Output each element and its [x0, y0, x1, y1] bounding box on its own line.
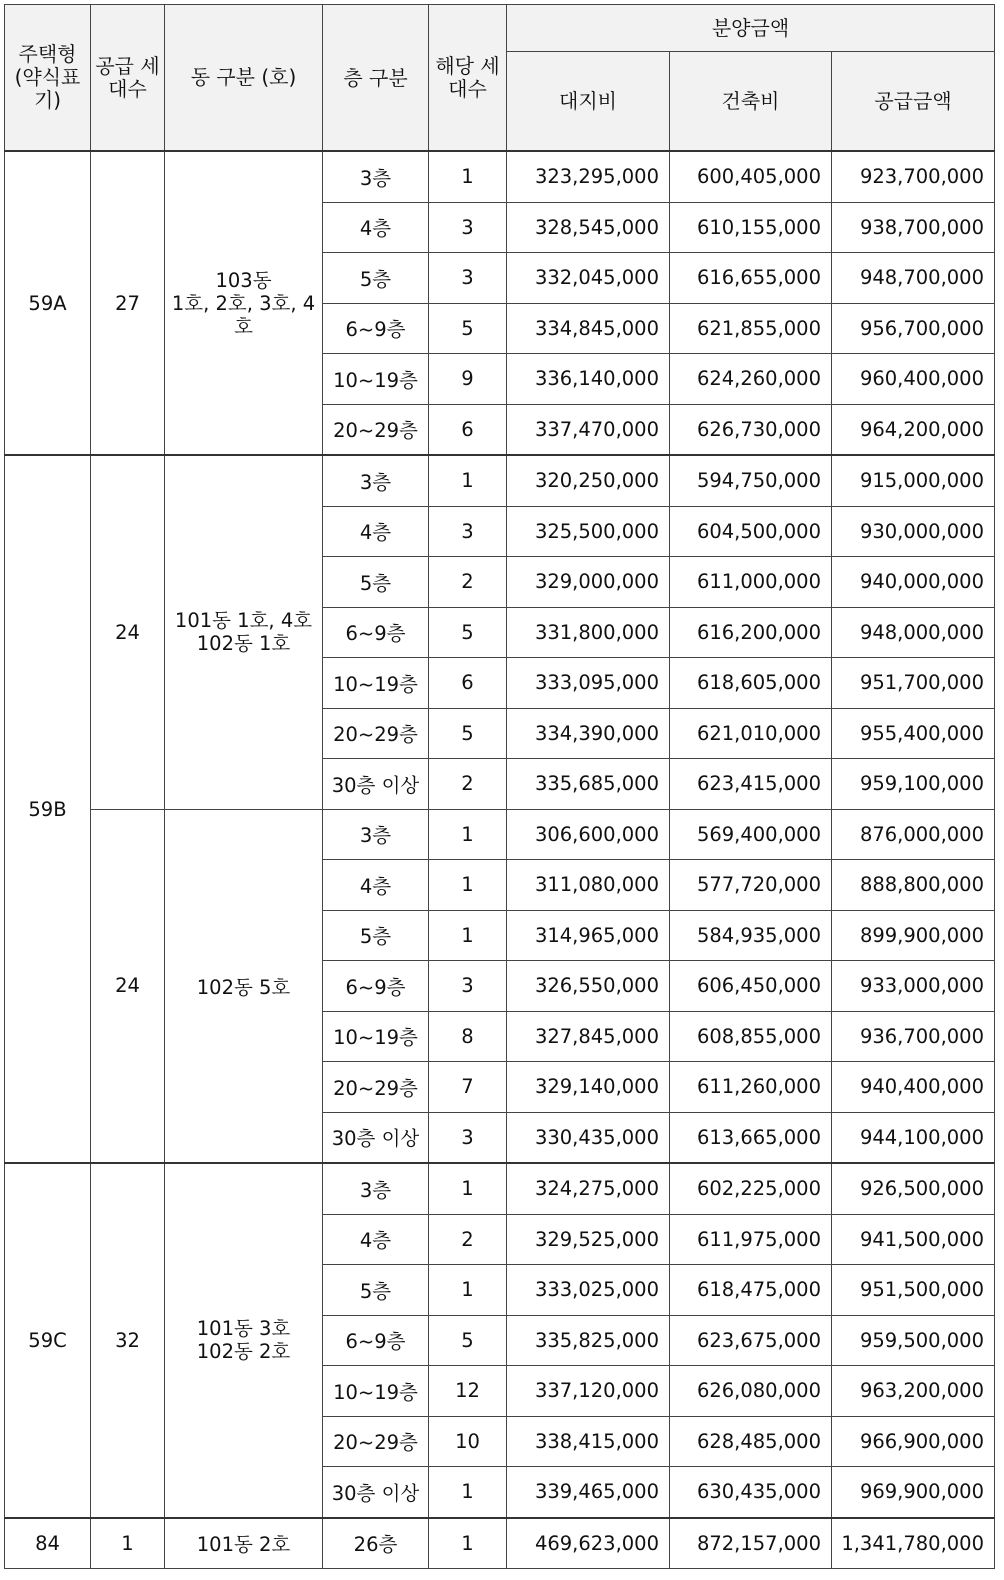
land-cost-cell: 334,390,000 [507, 708, 670, 759]
supply-cell-59b-1: 24 [91, 455, 165, 809]
building-cost-cell: 608,855,000 [670, 1011, 832, 1062]
table-row [5, 455, 995, 506]
type-cell-59c: 59C [5, 1163, 91, 1518]
header-housing-type: 주택형 (약식표기) [5, 5, 91, 152]
supply-cell-59b-2: 24 [91, 809, 165, 1163]
table-row [5, 1518, 995, 1569]
building-cost-cell: 628,485,000 [670, 1416, 832, 1467]
floor-cell: 5층 [323, 910, 429, 961]
total-price-cell: 926,500,000 [832, 1163, 995, 1214]
land-cost-cell: 336,140,000 [507, 354, 670, 405]
floor-cell: 20~29층 [323, 404, 429, 455]
units-cell: 9 [429, 354, 507, 405]
floor-cell: 5층 [323, 253, 429, 304]
building-cost-cell: 610,155,000 [670, 202, 832, 253]
floor-cell: 6~9층 [323, 303, 429, 354]
land-cost-cell: 338,415,000 [507, 1416, 670, 1467]
total-price-cell: 940,400,000 [832, 1062, 995, 1113]
total-price-cell: 964,200,000 [832, 404, 995, 455]
dong-line: 102동 1호 [196, 632, 291, 656]
land-cost-cell: 328,545,000 [507, 202, 670, 253]
land-cost-cell: 334,845,000 [507, 303, 670, 354]
total-price-cell: 959,500,000 [832, 1315, 995, 1366]
floor-cell: 3층 [323, 809, 429, 860]
building-cost-cell: 611,975,000 [670, 1214, 832, 1265]
land-cost-cell: 311,080,000 [507, 860, 670, 911]
total-price-cell: 955,400,000 [832, 708, 995, 759]
building-cost-cell: 618,475,000 [670, 1265, 832, 1316]
total-price-cell: 960,400,000 [832, 354, 995, 405]
building-cost-cell: 611,000,000 [670, 557, 832, 608]
land-cost-cell: 332,045,000 [507, 253, 670, 304]
total-price-cell: 915,000,000 [832, 455, 995, 506]
total-price-cell: 951,700,000 [832, 658, 995, 709]
dong-line: 103동 [215, 268, 272, 292]
total-price-cell: 948,700,000 [832, 253, 995, 304]
building-cost-cell: 604,500,000 [670, 506, 832, 557]
units-cell: 5 [429, 708, 507, 759]
units-cell: 8 [429, 1011, 507, 1062]
land-cost-cell: 314,965,000 [507, 910, 670, 961]
type-cell-59a: 59A [5, 151, 91, 455]
floor-cell: 20~29층 [323, 1416, 429, 1467]
table-row [5, 1163, 995, 1214]
header-units: 해당 세대수 [429, 5, 507, 152]
total-price-cell: 948,000,000 [832, 607, 995, 658]
building-cost-cell: 602,225,000 [670, 1163, 832, 1214]
units-cell: 6 [429, 404, 507, 455]
building-cost-cell: 577,720,000 [670, 860, 832, 911]
land-cost-cell: 339,465,000 [507, 1467, 670, 1518]
land-cost-cell: 324,275,000 [507, 1163, 670, 1214]
total-price-cell: 944,100,000 [832, 1112, 995, 1163]
table-row [5, 151, 995, 202]
header-dong: 동 구분 (호) [165, 5, 323, 152]
floor-cell: 6~9층 [323, 961, 429, 1012]
total-price-cell: 936,700,000 [832, 1011, 995, 1062]
total-price-cell: 959,100,000 [832, 759, 995, 810]
floor-cell: 3층 [323, 1163, 429, 1214]
supply-price-table [4, 4, 995, 1569]
dong-line: 1호, 2호, 3호, 4호 [171, 291, 316, 338]
floor-cell: 30층 이상 [323, 1112, 429, 1163]
floor-cell: 4층 [323, 860, 429, 911]
header-price-group: 분양금액 [507, 5, 995, 52]
dong-line: 101동 1호, 4호 [174, 609, 313, 633]
units-cell: 12 [429, 1366, 507, 1417]
total-price-cell: 951,500,000 [832, 1265, 995, 1316]
land-cost-cell: 323,295,000 [507, 151, 670, 202]
total-price-cell: 938,700,000 [832, 202, 995, 253]
building-cost-cell: 606,450,000 [670, 961, 832, 1012]
land-cost-cell: 330,435,000 [507, 1112, 670, 1163]
total-price-cell: 1,341,780,000 [832, 1518, 995, 1569]
units-cell: 1 [429, 1467, 507, 1518]
total-price-cell: 963,200,000 [832, 1366, 995, 1417]
floor-cell: 3층 [323, 455, 429, 506]
floor-cell: 30층 이상 [323, 759, 429, 810]
table-row [5, 809, 995, 860]
land-cost-cell: 320,250,000 [507, 455, 670, 506]
units-cell: 10 [429, 1416, 507, 1467]
units-cell: 7 [429, 1062, 507, 1113]
dong-cell-59b-2: 102동 5호 [165, 809, 323, 1163]
land-cost-cell: 329,140,000 [507, 1062, 670, 1113]
land-cost-cell: 329,525,000 [507, 1214, 670, 1265]
units-cell: 1 [429, 809, 507, 860]
floor-cell: 20~29층 [323, 1062, 429, 1113]
units-cell: 5 [429, 1315, 507, 1366]
units-cell: 5 [429, 607, 507, 658]
dong-line: 102동 2호 [196, 1340, 291, 1364]
land-cost-cell: 326,550,000 [507, 961, 670, 1012]
total-price-cell: 941,500,000 [832, 1214, 995, 1265]
building-cost-cell: 872,157,000 [670, 1518, 832, 1569]
total-price-cell: 888,800,000 [832, 860, 995, 911]
units-cell: 1 [429, 910, 507, 961]
building-cost-cell: 611,260,000 [670, 1062, 832, 1113]
supply-cell-59c: 32 [91, 1163, 165, 1518]
total-price-cell: 956,700,000 [832, 303, 995, 354]
land-cost-cell: 333,025,000 [507, 1265, 670, 1316]
floor-cell: 26층 [323, 1518, 429, 1569]
building-cost-cell: 584,935,000 [670, 910, 832, 961]
building-cost-cell: 630,435,000 [670, 1467, 832, 1518]
building-cost-cell: 621,010,000 [670, 708, 832, 759]
floor-cell: 10~19층 [323, 354, 429, 405]
floor-cell: 5층 [323, 557, 429, 608]
total-price-cell: 966,900,000 [832, 1416, 995, 1467]
floor-cell: 10~19층 [323, 1011, 429, 1062]
land-cost-cell: 306,600,000 [507, 809, 670, 860]
building-cost-cell: 600,405,000 [670, 151, 832, 202]
floor-cell: 4층 [323, 506, 429, 557]
land-cost-cell: 337,470,000 [507, 404, 670, 455]
land-cost-cell: 325,500,000 [507, 506, 670, 557]
dong-cell-59a [165, 151, 323, 455]
header-floor: 층 구분 [323, 5, 429, 152]
building-cost-cell: 624,260,000 [670, 354, 832, 405]
land-cost-cell: 331,800,000 [507, 607, 670, 658]
floor-cell: 4층 [323, 202, 429, 253]
building-cost-cell: 621,855,000 [670, 303, 832, 354]
units-cell: 1 [429, 1265, 507, 1316]
building-cost-cell: 626,080,000 [670, 1366, 832, 1417]
units-cell: 1 [429, 1518, 507, 1569]
dong-cell-59c [165, 1163, 323, 1518]
building-cost-cell: 594,750,000 [670, 455, 832, 506]
units-cell: 5 [429, 303, 507, 354]
land-cost-cell: 469,623,000 [507, 1518, 670, 1569]
units-cell: 3 [429, 202, 507, 253]
units-cell: 1 [429, 151, 507, 202]
building-cost-cell: 616,200,000 [670, 607, 832, 658]
total-price-cell: 969,900,000 [832, 1467, 995, 1518]
building-cost-cell: 569,400,000 [670, 809, 832, 860]
units-cell: 1 [429, 1163, 507, 1214]
total-price-cell: 923,700,000 [832, 151, 995, 202]
units-cell: 1 [429, 455, 507, 506]
land-cost-cell: 335,825,000 [507, 1315, 670, 1366]
land-cost-cell: 335,685,000 [507, 759, 670, 810]
land-cost-cell: 327,845,000 [507, 1011, 670, 1062]
header-land-cost: 대지비 [507, 52, 670, 152]
total-price-cell: 933,000,000 [832, 961, 995, 1012]
floor-cell: 6~9층 [323, 1315, 429, 1366]
units-cell: 3 [429, 506, 507, 557]
total-price-cell: 899,900,000 [832, 910, 995, 961]
dong-cell-84: 101동 2호 [165, 1518, 323, 1569]
land-cost-cell: 333,095,000 [507, 658, 670, 709]
table-header [5, 5, 995, 152]
floor-cell: 30층 이상 [323, 1467, 429, 1518]
building-cost-cell: 623,675,000 [670, 1315, 832, 1366]
header-total-price: 공급금액 [832, 52, 995, 152]
floor-cell: 10~19층 [323, 1366, 429, 1417]
header-building-cost: 건축비 [670, 52, 832, 152]
supply-cell-84: 1 [91, 1518, 165, 1569]
land-cost-cell: 329,000,000 [507, 557, 670, 608]
header-supply-units: 공급 세대수 [91, 5, 165, 152]
building-cost-cell: 616,655,000 [670, 253, 832, 304]
units-cell: 3 [429, 253, 507, 304]
total-price-cell: 940,000,000 [832, 557, 995, 608]
building-cost-cell: 626,730,000 [670, 404, 832, 455]
dong-cell-59b-1 [165, 455, 323, 809]
units-cell: 3 [429, 1112, 507, 1163]
units-cell: 2 [429, 557, 507, 608]
total-price-cell: 876,000,000 [832, 809, 995, 860]
floor-cell: 6~9층 [323, 607, 429, 658]
total-price-cell: 930,000,000 [832, 506, 995, 557]
floor-cell: 3층 [323, 151, 429, 202]
units-cell: 3 [429, 961, 507, 1012]
floor-cell: 20~29층 [323, 708, 429, 759]
units-cell: 2 [429, 759, 507, 810]
building-cost-cell: 623,415,000 [670, 759, 832, 810]
floor-cell: 4층 [323, 1214, 429, 1265]
supply-cell-59a: 27 [91, 151, 165, 455]
units-cell: 6 [429, 658, 507, 709]
type-cell-59b: 59B [5, 455, 91, 1163]
type-cell-84: 84 [5, 1518, 91, 1569]
units-cell: 2 [429, 1214, 507, 1265]
table-body [5, 151, 995, 1569]
floor-cell: 5층 [323, 1265, 429, 1316]
units-cell: 1 [429, 860, 507, 911]
building-cost-cell: 618,605,000 [670, 658, 832, 709]
dong-line: 101동 3호 [196, 1317, 291, 1341]
floor-cell: 10~19층 [323, 658, 429, 709]
land-cost-cell: 337,120,000 [507, 1366, 670, 1417]
building-cost-cell: 613,665,000 [670, 1112, 832, 1163]
